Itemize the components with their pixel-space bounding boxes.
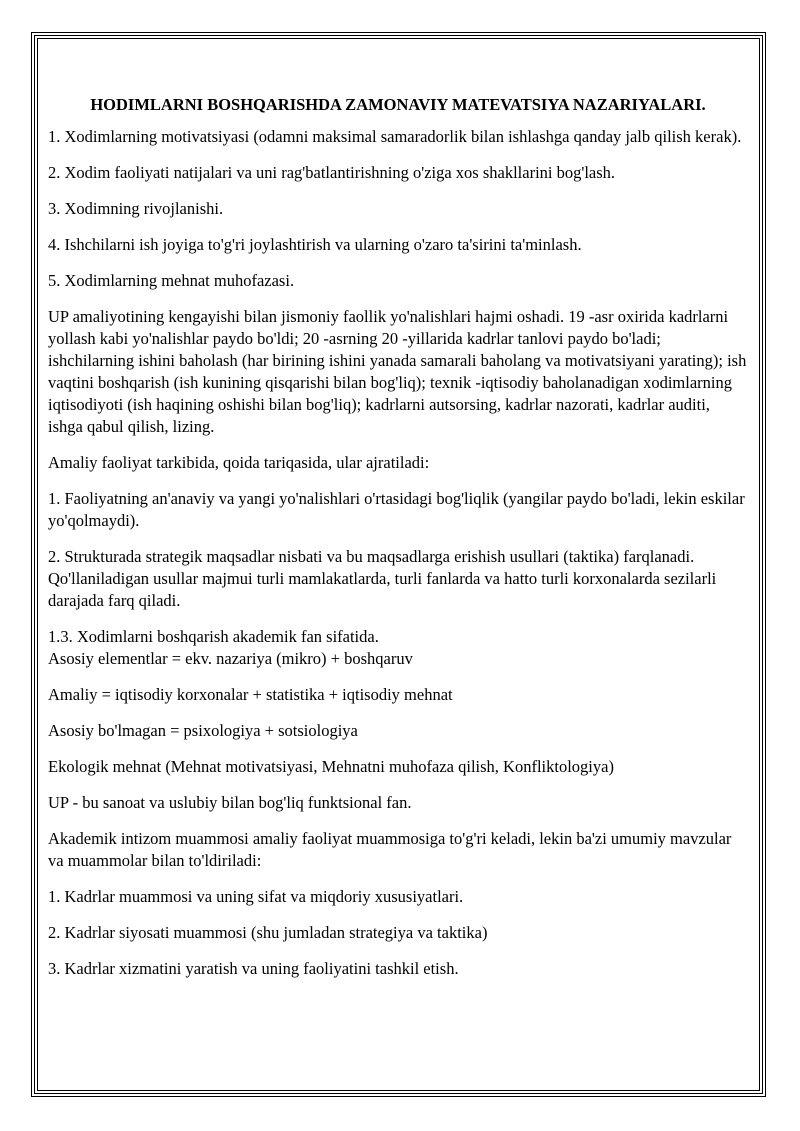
- body-paragraph: UP - bu sanoat va uslubiy bilan bog'liq funktsional fan.: [48, 793, 412, 812]
- document-body: [48, 94, 748, 994]
- document-title: HODIMLARNI BOSHQARISHDA ZAMONAVIY MATEVATSIYA NAZARIYALARI.: [90, 95, 706, 114]
- list-item: 2. Strukturada strategik maqsadlar nisbati va bu maqsadlarga erishish usullari (taktika) farqlanadi. Qo'llaniladigan usullar majmui turli mamlakatlarda, turli fanlarda va hatto turli korxonalarda sezilarli darajada farq qiladi.: [48, 547, 717, 610]
- list-item: 1. Xodimlarning motivatsiyasi (odamni maksimal samaradorlik bilan ishlashga qanday jalb qilish kerak).: [48, 127, 742, 146]
- list-item: 3. Kadrlar xizmatini yaratish va uning faoliyatini tashkil etish.: [48, 959, 459, 978]
- body-paragraph: Akademik intizom muammosi amaliy faoliyat muammosiga to'g'ri keladi, lekin ba'zi umumiy mavzular va muammolar bilan to'ldiriladi:: [48, 829, 732, 870]
- list-item: 2. Xodim faoliyati natijalari va uni rag'batlantirishning o'ziga xos shakllarini bog'lash.: [48, 163, 616, 182]
- list-item: 3. Xodimning rivojlanishi.: [48, 199, 224, 218]
- list-item: 1. Faoliyatning an'anaviy va yangi yo'nalishlari o'rtasidagi bog'liqlik (yangilar paydo bo'ladi, lekin eskilar yo'qolmaydi).: [48, 489, 745, 530]
- body-paragraph: Amaliy faoliyat tarkibida, qoida tariqasida, ular ajratiladi:: [48, 453, 430, 472]
- section-heading: 1.3. Xodimlarni boshqarish akademik fan sifatida.: [48, 627, 379, 646]
- body-paragraph: UP amaliyotining kengayishi bilan jismoniy faollik yo'nalishlari hajmi oshadi. 19 -asr oxirida kadrlarni yollash kabi yo'nalishlar paydo bo'ldi; 20 -asrning 20 -yillarida kadrlar tanlovi paydo bo'ladi; ishchilarning ishini baholash (har birining ishini yanada samarali baholang va motivatsiyani yarating); ish vaqtini boshqarish (ish kunining qisqarishi bilan bog'liq); texnik -iqtisodiy baholanadigan xodimlarning iqtisodiyoti (ish haqining oshishi bilan bog'liq); kadrlarni autsorsing, kadrlar nazorati, kadrlar auditi, ishga qabul qilish, lizing.: [48, 307, 747, 436]
- list-item: 5. Xodimlarning mehnat muhofazasi.: [48, 271, 295, 290]
- body-paragraph: Ekologik mehnat (Mehnat motivatsiyasi, Mehnatni muhofaza qilish, Konfliktologiya): [48, 757, 614, 776]
- list-item: 2. Kadrlar siyosati muammosi (shu jumladan strategiya va taktika): [48, 923, 488, 942]
- formula-line: Asosiy bo'lmagan = psixologiya + sotsiologiya: [48, 721, 358, 740]
- formula-line: Amaliy = iqtisodiy korxonalar + statistika + iqtisodiy mehnat: [48, 685, 453, 704]
- list-item: 4. Ishchilarni ish joyiga to'g'ri joylashtirish va ularning o'zaro ta'sirini ta'minlash.: [48, 235, 582, 254]
- list-item: 1. Kadrlar muammosi va uning sifat va miqdoriy xususiyatlari.: [48, 887, 464, 906]
- formula-line: Asosiy elementlar = ekv. nazariya (mikro) + boshqaruv: [48, 649, 413, 668]
